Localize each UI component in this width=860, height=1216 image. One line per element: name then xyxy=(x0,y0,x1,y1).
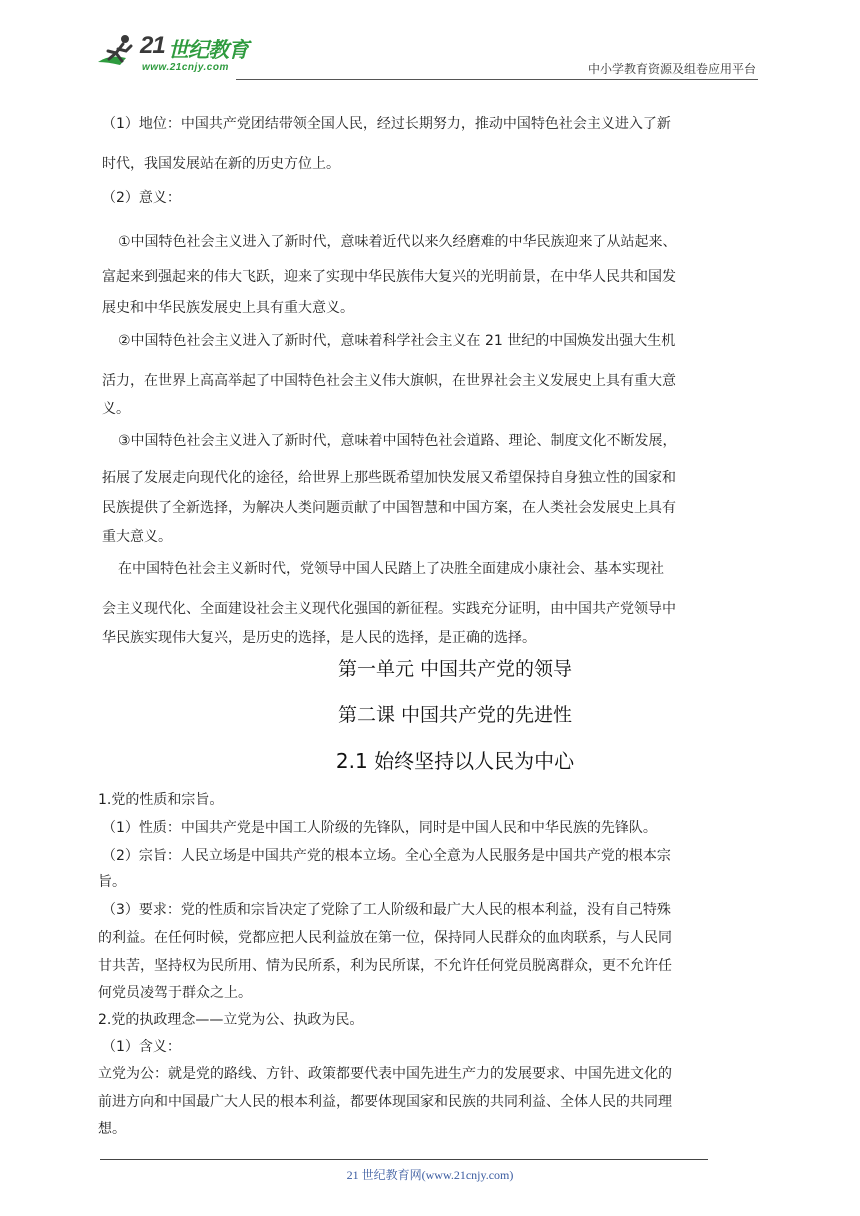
text-line: 前进方向和中国最广大人民的根本利益，都要体现国家和民族的共同利益、全体人民的共同理 xyxy=(98,1094,672,1110)
text-line: 2.党的执政理念——立党为公、执政为民。 xyxy=(98,1012,364,1028)
text-line: 重大意义。 xyxy=(102,529,172,545)
text-line: 民族提供了全新选择，为解决人类问题贡献了中国智慧和中国方案，在人类社会发展史上具有 xyxy=(102,500,676,516)
text-line: 时代，我国发展站在新的历史方位上。 xyxy=(102,156,340,172)
text-line: ①中国特色社会主义进入了新时代，意味着近代以来久经磨难的中华民族迎来了从站起来、 xyxy=(118,234,677,250)
logo-url: www.21cnjy.com xyxy=(142,62,229,73)
text-line: （1）性质：中国共产党是中国工人阶级的先锋队，同时是中国人民和中华民族的先锋队。 xyxy=(102,820,657,836)
text-line: （3）要求：党的性质和宗旨决定了党除了工人阶级和最广大人民的根本利益，没有自己特殊 xyxy=(102,902,671,918)
text-line: 会主义现代化、全面建设社会主义现代化强国的新征程。实践充分证明，由中国共产党领导中 xyxy=(102,601,676,617)
section-heading: 2.1 始终坚持以人民为中心 xyxy=(335,749,575,773)
page-header xyxy=(96,28,758,80)
unit-heading: 第一单元 中国共产党的领导 xyxy=(337,658,573,680)
text-line: 何党员凌驾于群众之上。 xyxy=(98,985,252,1001)
text-line: （2）意义： xyxy=(102,190,181,206)
text-line: （2）宗旨：人民立场是中国共产党的根本立场。全心全意为人民服务是中国共产党的根本宗 xyxy=(102,848,671,864)
footer-divider xyxy=(100,1159,708,1160)
logo-text: 世纪教育 xyxy=(168,38,248,62)
text-line: ②中国特色社会主义进入了新时代，意味着科学社会主义在 21 世纪的中国焕发出强大生机 xyxy=(118,333,676,349)
text-line: 1.党的性质和宗旨。 xyxy=(98,792,224,808)
text-line: 立党为公：就是党的路线、方针、政策都要代表中国先进生产力的发展要求、中国先进文化的 xyxy=(98,1066,672,1082)
text-line: 想。 xyxy=(98,1121,126,1137)
site-logo[interactable] xyxy=(96,28,296,78)
text-line: 展史和中华民族发展史上具有重大意义。 xyxy=(102,300,354,316)
text-line: 富起来到强起来的伟大飞跃，迎来了实现中华民族伟大复兴的光明前景，在中华人民共和国发 xyxy=(102,269,676,285)
footer-link[interactable]: 21 世纪教育网(www.21cnjy.com) xyxy=(346,1168,514,1182)
text-line: 义。 xyxy=(102,401,130,417)
text-line: 活力，在世界上高高举起了中国特色社会主义伟大旗帜，在世界社会主义发展史上具有重大意 xyxy=(102,373,676,389)
header-divider xyxy=(236,79,758,80)
text-line: 华民族实现伟大复兴，是历史的选择，是人民的选择，是正确的选择。 xyxy=(102,630,536,646)
text-line: 旨。 xyxy=(98,874,126,890)
text-line: 的利益。在任何时候，党都应把人民利益放在第一位，保持同人民群众的血肉联系，与人民同 xyxy=(98,930,672,946)
logo-number: 21 xyxy=(140,32,165,59)
platform-title: 中小学教育资源及组卷应用平台 xyxy=(587,62,756,76)
text-line: 拓展了发展走向现代化的途径，给世界上那些既希望加快发展又希望保持自身独立性的国家和 xyxy=(102,470,676,486)
runner-icon xyxy=(96,32,140,72)
text-line: （1）含义： xyxy=(102,1039,181,1055)
text-line: 在中国特色社会主义新时代，党领导中国人民踏上了决胜全面建成小康社会、基本实现社 xyxy=(118,561,664,577)
lesson-heading: 第二课 中国共产党的先进性 xyxy=(337,704,573,726)
text-line: ③中国特色社会主义进入了新时代，意味着中国特色社会道路、理论、制度文化不断发展， xyxy=(118,433,677,449)
text-line: 甘共苦，坚持权为民所用、情为民所系，利为民所谋，不允许任何党员脱离群众，更不允许任 xyxy=(98,958,672,974)
text-line: （1）地位：中国共产党团结带领全国人民，经过长期努力，推动中国特色社会主义进入了新 xyxy=(102,116,671,132)
